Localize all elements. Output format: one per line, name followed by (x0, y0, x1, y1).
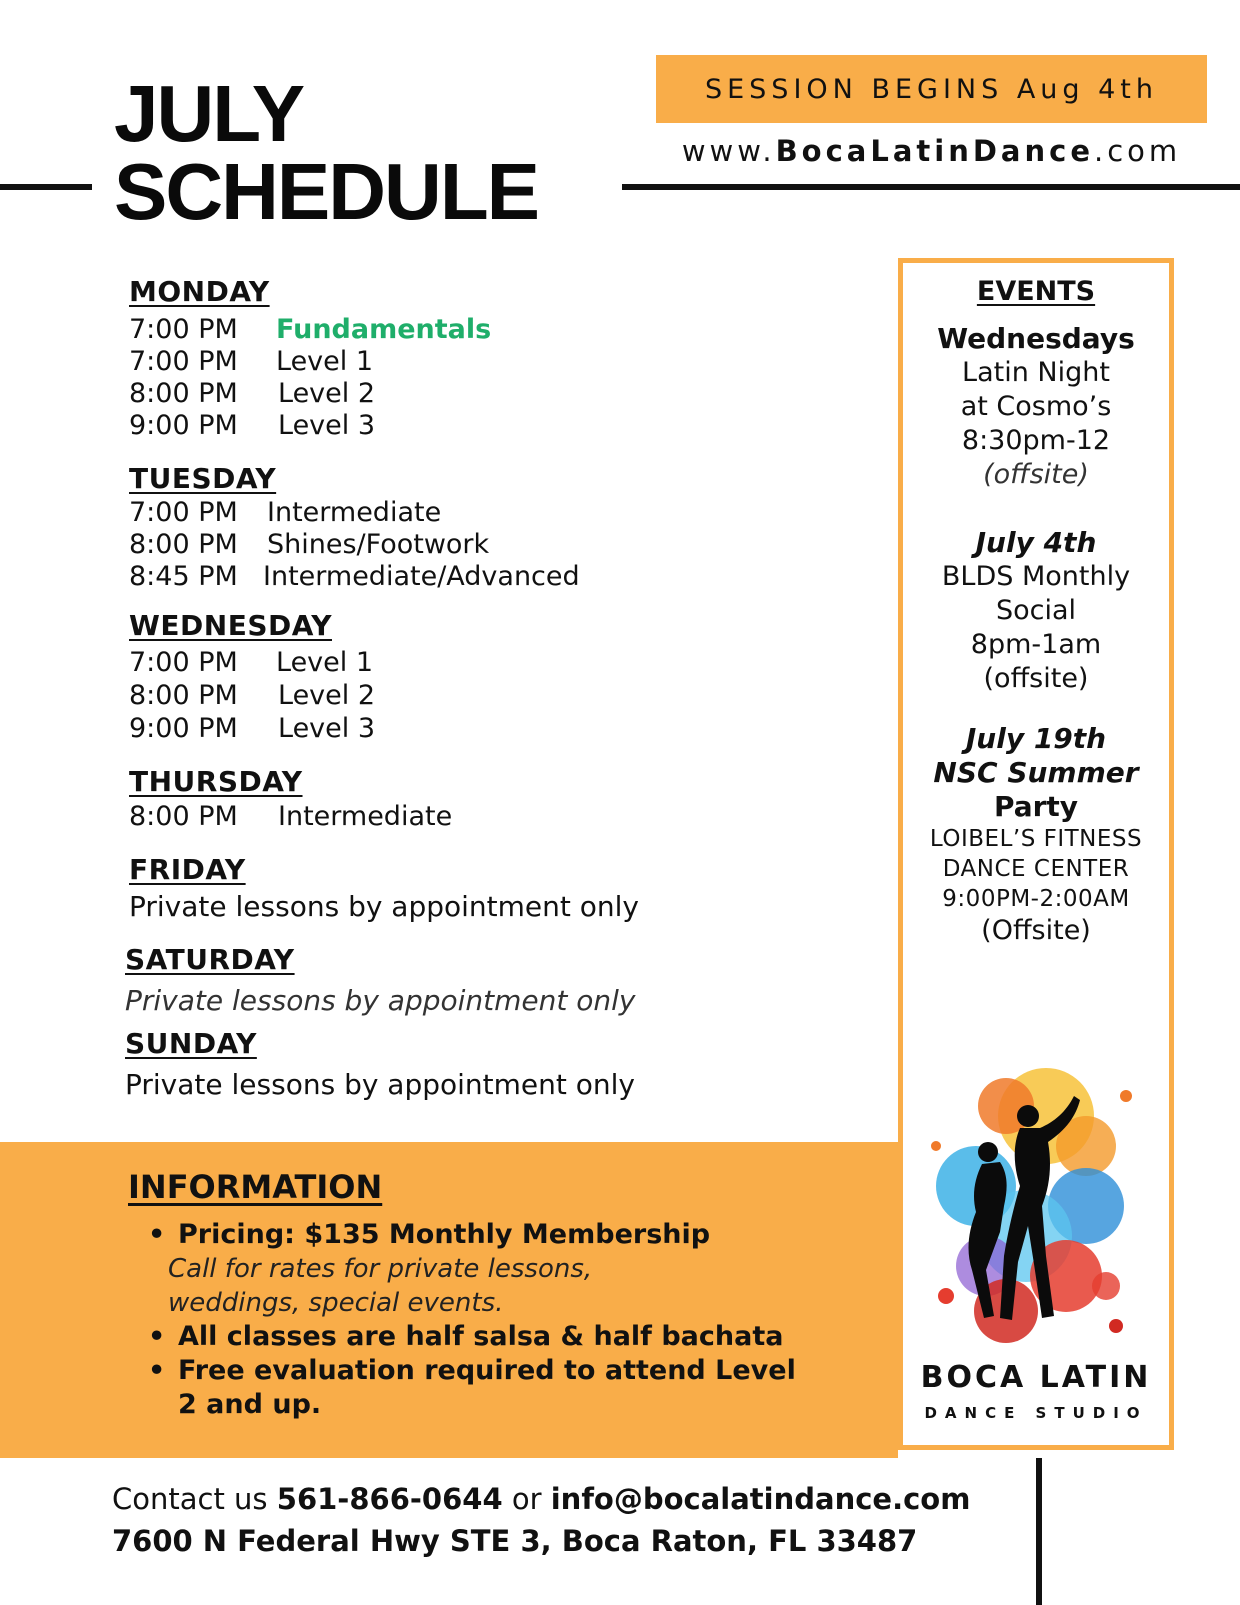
saturday-note: Private lessons by appointment only (125, 984, 636, 1017)
event-july-19th (903, 722, 1169, 948)
logo-subtitle: DANCE STUDIO (924, 1404, 1148, 1422)
schedule-row (129, 410, 491, 442)
event-line: DANCE CENTER (942, 856, 1130, 882)
row-class: Level 1 (276, 647, 374, 678)
phone-link[interactable]: 561-866-0644 (276, 1482, 503, 1516)
email-link[interactable]: info@bocalatindance.com (550, 1482, 971, 1516)
row-class: Level 1 (276, 346, 374, 377)
events-heading: EVENTS (976, 276, 1096, 307)
contact-line (112, 1482, 970, 1516)
event-wednesdays (903, 322, 1169, 492)
info-sub-line: weddings, special events. (168, 1288, 504, 1318)
row-time: 8:00 PM (129, 801, 238, 832)
monday-schedule (129, 314, 491, 442)
row-time: 8:00 PM (129, 529, 238, 560)
contact-prefix: Contact us (112, 1482, 268, 1516)
monday-heading: MONDAY (129, 275, 270, 308)
row-class: Level 2 (278, 680, 376, 711)
row-time: 8:45 PM (129, 561, 238, 592)
list-item (148, 1354, 796, 1388)
thursday-heading: THURSDAY (129, 765, 303, 798)
page-title-line2: SCHEDULE (114, 147, 539, 236)
schedule-row (129, 801, 452, 833)
row-class: Shines/Footwork (267, 529, 490, 560)
schedule-row (129, 679, 375, 712)
event-line: LOIBEL’S FITNESS (929, 826, 1143, 852)
event-july-4th (903, 526, 1169, 696)
header-rule-left (0, 184, 92, 190)
row-time: 9:00 PM (129, 713, 238, 744)
row-time: 9:00 PM (129, 410, 238, 441)
address-line: 7600 N Federal Hwy STE 3, Boca Raton, FL 33487 (112, 1524, 918, 1558)
logo-name: BOCA LATIN (920, 1360, 1152, 1395)
row-time: 8:00 PM (129, 680, 238, 711)
tuesday-heading: TUESDAY (129, 462, 277, 495)
schedule-row (129, 314, 491, 346)
bullet-icon: • (148, 1355, 166, 1386)
header-rule-right (622, 184, 1240, 190)
event-tag: (offsite) (983, 663, 1089, 694)
row-class: Intermediate (267, 497, 442, 528)
row-time: 7:00 PM (129, 497, 238, 528)
wednesday-heading: WEDNESDAY (129, 609, 332, 642)
wednesday-schedule (129, 646, 375, 745)
saturday-heading: SATURDAY (125, 943, 295, 976)
bullet-icon: • (148, 1219, 166, 1250)
event-line: Latin Night (962, 357, 1110, 388)
friday-note: Private lessons by appointment only (129, 890, 640, 923)
row-time: 7:00 PM (129, 346, 238, 377)
schedule-row (129, 646, 375, 679)
event-line: 8:30pm-12 (961, 425, 1111, 456)
list-item (148, 1218, 796, 1252)
friday-heading: FRIDAY (129, 853, 246, 886)
schedule-row (129, 497, 580, 529)
event-title: July 4th (975, 526, 1097, 559)
event-title: Wednesdays (937, 322, 1135, 355)
row-class: Level 3 (278, 410, 376, 441)
session-banner (656, 55, 1207, 123)
event-tag: (offsite) (983, 459, 1089, 490)
info-bullet-continued: 2 and up. (178, 1389, 322, 1420)
website-main: BocaLatinDance (775, 134, 1094, 168)
page-title-line1: JULY (114, 69, 304, 158)
dancers-logo-icon (916, 1056, 1156, 1356)
sunday-heading: SUNDAY (125, 1027, 257, 1060)
schedule-row (129, 561, 580, 593)
thursday-schedule (129, 801, 452, 833)
event-tag: (Offsite) (981, 915, 1091, 946)
event-line: Social (995, 595, 1077, 626)
row-time: 7:00 PM (129, 314, 238, 345)
event-line: BLDS Monthly (941, 561, 1131, 592)
bullet-icon: • (148, 1321, 166, 1352)
event-line: 9:00PM-2:00AM (942, 886, 1130, 912)
information-heading: INFORMATION (128, 1168, 383, 1206)
info-bullet-evaluation: Free evaluation required to attend Level (178, 1355, 796, 1386)
tuesday-schedule (129, 497, 580, 593)
row-class: Fundamentals (276, 314, 492, 345)
info-sub-line: Call for rates for private lessons, (168, 1254, 593, 1284)
row-time: 7:00 PM (129, 647, 238, 678)
row-class: Level 3 (278, 713, 376, 744)
event-line: 8pm-1am (970, 629, 1102, 660)
info-bullet-pricing: Pricing: $135 Monthly Membership (178, 1219, 711, 1250)
row-class: Intermediate (278, 801, 453, 832)
row-time: 8:00 PM (129, 378, 238, 409)
website-prefix: www. (681, 134, 776, 168)
event-title: NSC Summer (933, 756, 1139, 789)
website-suffix: .com (1094, 134, 1182, 168)
website-link[interactable] (656, 134, 1207, 168)
schedule-row (129, 529, 580, 561)
sunday-note: Private lessons by appointment only (125, 1068, 636, 1101)
list-item (148, 1320, 796, 1354)
session-banner-text: SESSION BEGINS Aug 4th (704, 73, 1159, 105)
event-title: Party (993, 790, 1079, 823)
information-list (148, 1218, 796, 1422)
schedule-row (129, 378, 491, 410)
schedule-row (129, 346, 491, 378)
info-bullet-classes: All classes are half salsa & half bachata (178, 1321, 784, 1352)
row-class: Level 2 (278, 378, 376, 409)
event-line: at Cosmo’s (960, 391, 1112, 422)
footer-divider (1036, 1458, 1042, 1605)
row-class: Intermediate/Advanced (263, 561, 580, 592)
contact-or: or (511, 1482, 542, 1516)
schedule-row (129, 712, 375, 745)
event-title: July 19th (965, 722, 1107, 755)
